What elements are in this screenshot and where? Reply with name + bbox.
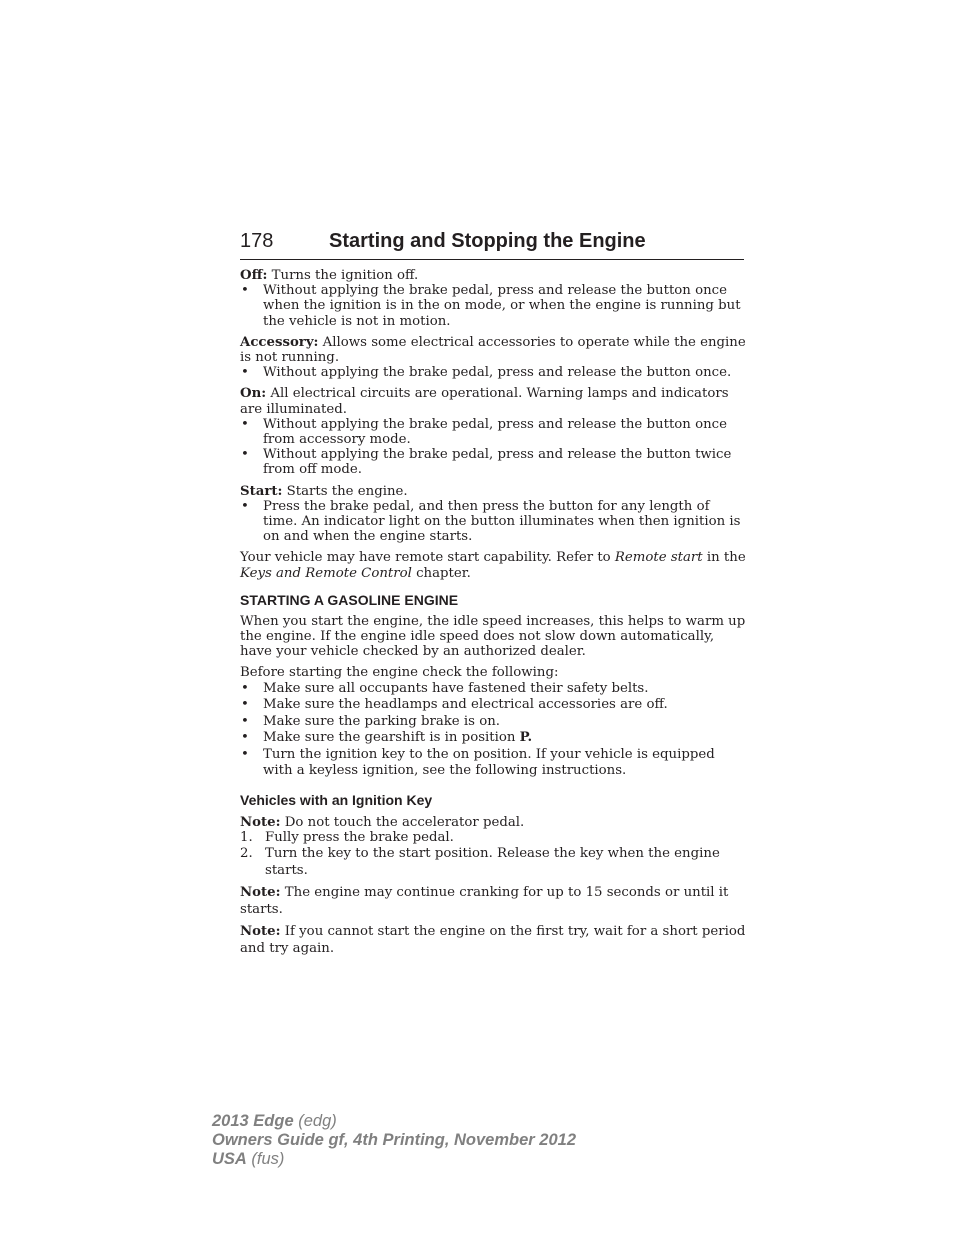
note-paragraph: Note: Do not touch the accelerator pedal.: [240, 814, 525, 830]
subsection-heading: Vehicles with an Ignition Key: [240, 791, 433, 808]
page-header: [240, 229, 744, 260]
remote-start-paragraph: Your vehicle may have remote start capability. Refer to Remote start in the Keys and Remote Control chapter.: [240, 550, 746, 581]
list-item: • Turn the ignition key to the on position. If your vehicle is equipped with a keyless ignition, see the following instructions.: [241, 746, 715, 779]
page-content: [240, 268, 746, 957]
remote-start-reference: Remote start: [614, 550, 703, 566]
footer-guide-line: Owners Guide gf, 4th Printing, November 2012: [212, 1131, 576, 1149]
mode-accessory-label: Accessory:: [240, 334, 319, 350]
mode-off-list: [240, 283, 746, 329]
mode-on-list: [240, 417, 746, 478]
step-item: 2. Turn the key to the start position. Release the key when the engine starts.: [240, 846, 720, 878]
mode-on-paragraph: On: All electrical circuits are operational. Warning lamps and indicators are illuminated.: [240, 386, 729, 417]
steps-list: [240, 830, 746, 880]
section-heading: STARTING A GASOLINE ENGINE: [240, 591, 459, 608]
list-item: • Without applying the brake pedal, press and release the button once when the ignition is in the on mode, or when the engine is running but the vehicle is not in motion.: [241, 283, 741, 329]
mode-start-label: Start:: [240, 483, 283, 499]
mode-off-paragraph: Off: Turns the ignition off.: [240, 268, 419, 283]
keys-chapter-reference: Keys and Remote Control: [240, 565, 412, 581]
page-number: 178: [240, 230, 274, 252]
list-item: • Without applying the brake pedal, press and release the button once from accessory mode.: [241, 416, 727, 448]
note-paragraph: Note: The engine may continue cranking for up to 15 seconds or until it starts.: [240, 885, 729, 917]
gear-position: P.: [519, 730, 533, 746]
list-item: • Without applying the brake pedal, press and release the button once.: [241, 365, 732, 381]
list-item: • Make sure all occupants have fastened their safety belts.: [241, 680, 649, 696]
mode-start-paragraph: Start: Starts the engine.: [240, 483, 408, 499]
list-item: • Press the brake pedal, and then press the button for any length of time. An indicator light on the button illuminates when then ignition is on and when the engine starts.: [241, 498, 741, 545]
note-paragraph: Note: If you cannot start the engine on the first try, wait for a short period and try again.: [240, 924, 746, 956]
intro-paragraph: When you start the engine, the idle speed increases, this helps to warm up the engine. If the engine idle speed does not slow down automatically, have your vehicle checked by an authorized dealer.: [240, 613, 746, 660]
page-title: Starting and Stopping the Engine: [329, 230, 646, 252]
list-item: • Without applying the brake pedal, press and release the button twice from off mode.: [241, 447, 732, 478]
print-footer: [212, 1112, 576, 1169]
mode-off-label: Off:: [240, 268, 268, 283]
footer-market-line: USA (fus): [212, 1150, 285, 1168]
mode-start-list: [240, 499, 746, 545]
mode-accessory-paragraph: Accessory: Allows some electrical accessories to operate while the engine is not running.: [240, 334, 746, 366]
mode-on-label: On:: [240, 386, 267, 402]
check-list: [240, 681, 746, 780]
footer-model-line: 2013 Edge (edg): [212, 1112, 337, 1130]
list-item: • Make sure the headlamps and electrical accessories are off.: [241, 697, 668, 713]
step-item: 1. Fully press the brake pedal.: [240, 829, 454, 845]
list-item: • Make sure the parking brake is on.: [241, 713, 500, 729]
check-intro: Before starting the engine check the following:: [240, 665, 559, 681]
mode-accessory-list: [240, 365, 746, 380]
list-item: • Make sure the gearshift is in position P.: [241, 730, 533, 746]
